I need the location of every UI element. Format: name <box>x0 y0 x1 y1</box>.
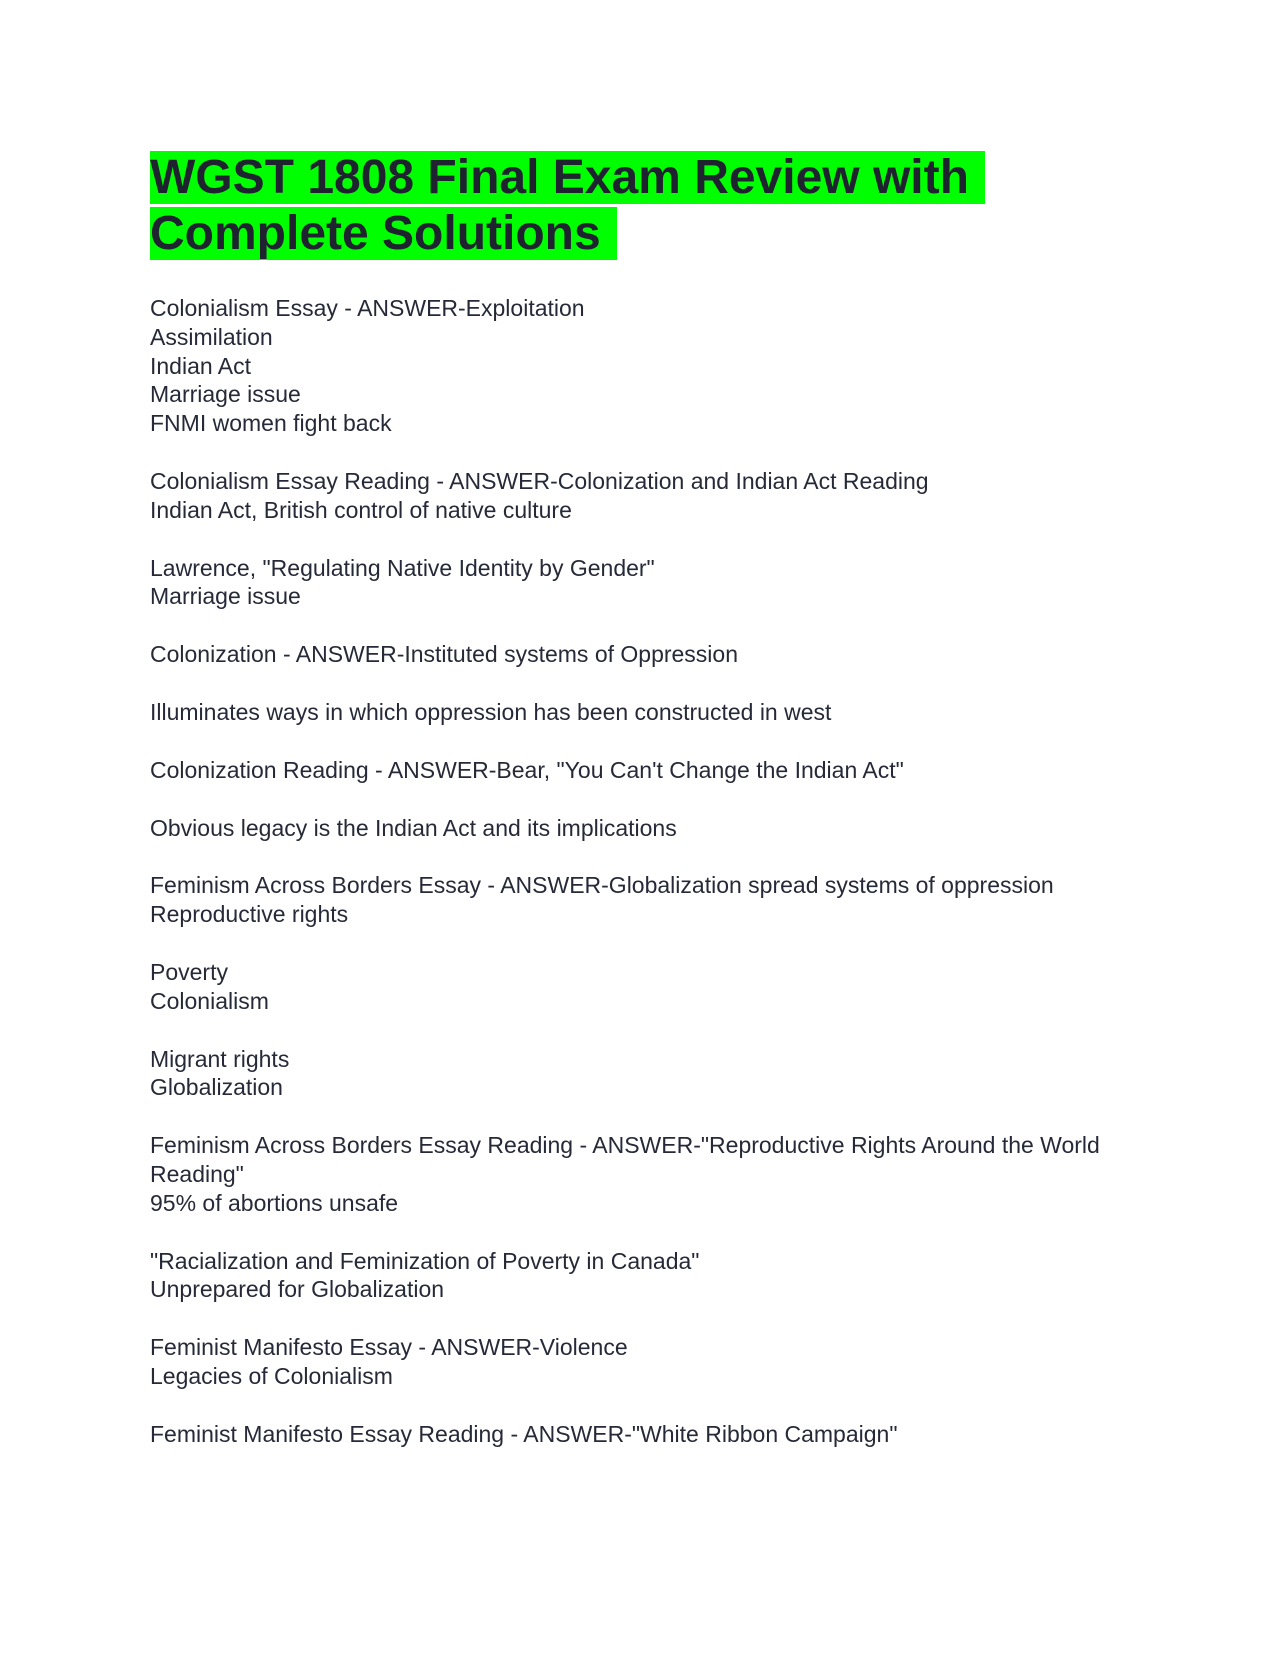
text-line: Marriage issue <box>150 381 301 408</box>
qa-block <box>150 1131 1130 1217</box>
qa-block <box>150 958 1130 1016</box>
text-line: Feminism Across Borders Essay - ANSWER-Globalization spread systems of oppression <box>150 872 1054 899</box>
qa-block <box>150 1333 1130 1391</box>
text-line: FNMI women fight back <box>150 410 392 437</box>
text-line: Reproductive rights <box>150 901 349 928</box>
text-line: Colonialism <box>150 987 269 1014</box>
qa-block <box>150 1247 1130 1305</box>
document-title <box>150 150 1130 262</box>
text-line: Assimilation <box>150 323 273 350</box>
qa-block <box>150 871 1130 929</box>
text-line: Migrant rights <box>150 1045 290 1072</box>
qa-block <box>150 294 1130 438</box>
text-line: 95% of abortions unsafe <box>150 1189 399 1216</box>
qa-block <box>150 698 1130 727</box>
text-line: Marriage issue <box>150 583 301 610</box>
text-line: Indian Act, British control of native culture <box>150 496 572 523</box>
qa-block <box>150 554 1130 612</box>
qa-block <box>150 1045 1130 1103</box>
qa-block <box>150 756 1130 785</box>
text-line: Obvious legacy is the Indian Act and its implications <box>150 814 677 841</box>
text-line: Poverty <box>150 958 228 985</box>
text-line: Colonization - ANSWER-Instituted systems of Oppression <box>150 641 739 668</box>
text-line: Legacies of Colonialism <box>150 1362 393 1389</box>
text-line: Colonialism Essay Reading - ANSWER-Colonization and Indian Act Reading <box>150 467 929 494</box>
text-line: Feminist Manifesto Essay - ANSWER-Violence <box>150 1334 628 1361</box>
qa-block <box>150 467 1130 525</box>
text-line: Feminist Manifesto Essay Reading - ANSWER-"White Ribbon Campaign" <box>150 1420 898 1447</box>
document-content <box>150 294 1130 1449</box>
text-line: Globalization <box>150 1074 283 1101</box>
title-highlight: WGST 1808 Final Exam Review with Complete Solutions <box>150 151 985 260</box>
text-line: Colonialism Essay - ANSWER-Exploitation <box>150 295 585 321</box>
text-line: "Racialization and Feminization of Poverty in Canada" <box>150 1247 700 1274</box>
qa-block <box>150 814 1130 843</box>
document-page <box>150 150 1130 1478</box>
text-line: Illuminates ways in which oppression has been constructed in west <box>150 698 832 725</box>
text-line: Lawrence, "Regulating Native Identity by Gender" <box>150 554 655 581</box>
text-line: Colonization Reading - ANSWER-Bear, "You Can't Change the Indian Act" <box>150 756 904 783</box>
qa-block <box>150 640 1130 669</box>
text-line: Feminism Across Borders Essay Reading - ANSWER-"Reproductive Rights Around the World Reading" <box>150 1132 1100 1187</box>
text-line: Indian Act <box>150 352 252 379</box>
text-line: Unprepared for Globalization <box>150 1276 445 1303</box>
qa-block <box>150 1420 1130 1449</box>
